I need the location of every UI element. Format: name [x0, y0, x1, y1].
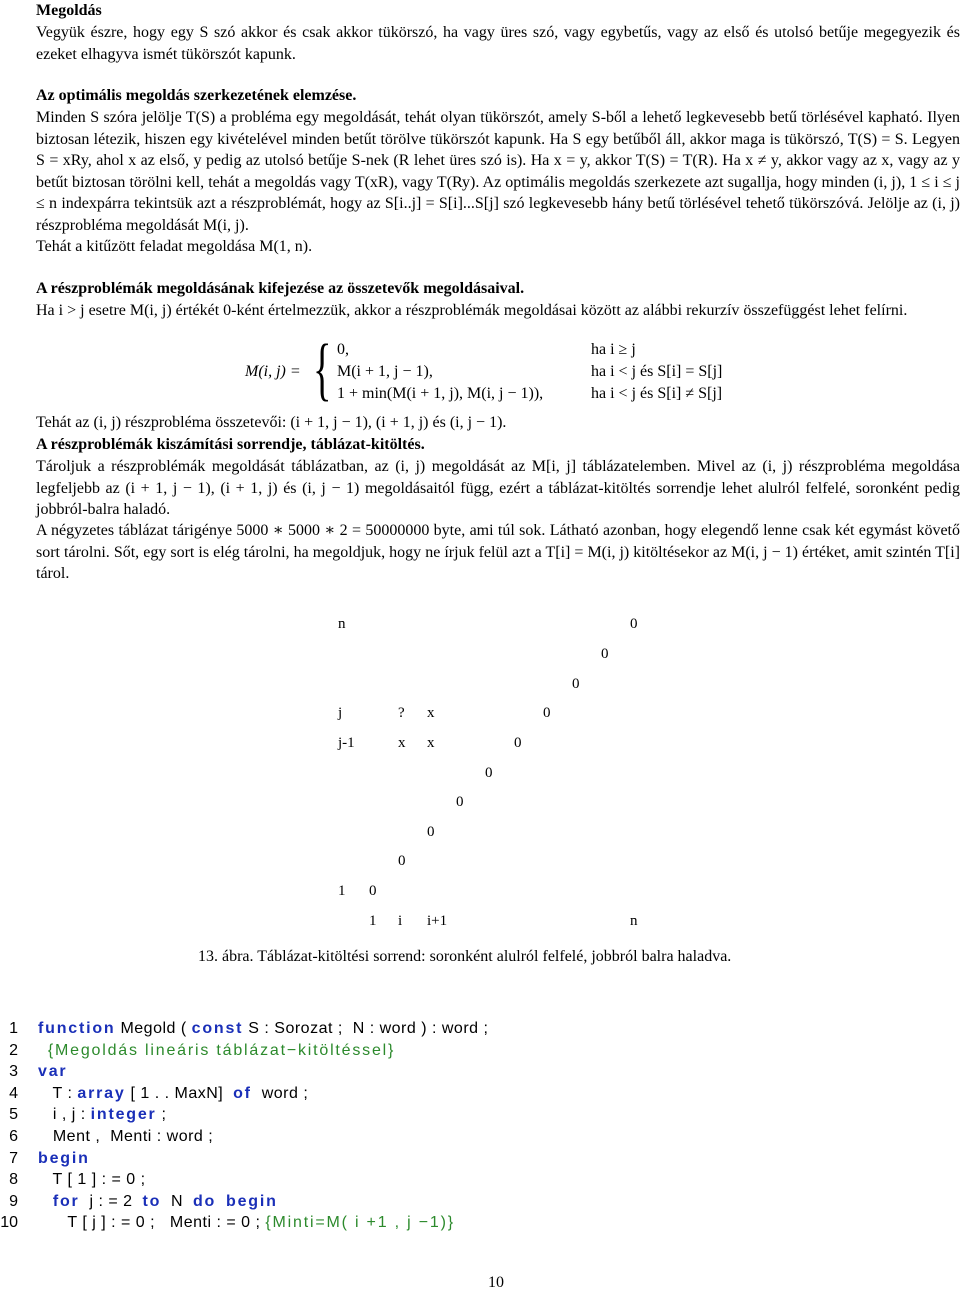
code-token: S : Sorozat ; N : word ) : word ;: [243, 1020, 489, 1037]
grid-col-label: i+1: [427, 913, 448, 929]
formula-brace: {: [313, 331, 332, 408]
grid-x-mark: x: [427, 705, 435, 721]
code-line-number: 8: [9, 1171, 18, 1189]
code-keyword: do: [192, 1192, 217, 1210]
code-line-number: 10: [0, 1214, 18, 1232]
code-line-number: 4: [9, 1084, 18, 1102]
code-line-text: [38, 1191, 278, 1213]
code-line-number: 6: [9, 1128, 18, 1145]
code-keyword: const: [191, 1020, 244, 1037]
code-keyword: function: [38, 1020, 116, 1037]
page-number: 10: [488, 1274, 504, 1291]
code-token: [216, 1193, 226, 1210]
code-token: i , j :: [38, 1106, 91, 1124]
grid-col-label: i: [398, 913, 403, 929]
code-line-text: [38, 1126, 213, 1148]
formula-row-cond: ha i < j és S[i] = S[j]: [591, 363, 723, 380]
grid-col-label: n: [630, 913, 638, 929]
grid-zero: 0: [427, 824, 435, 840]
code-keyword: begin: [38, 1149, 90, 1167]
grid-x-mark: x: [398, 735, 406, 751]
grid-x-mark: x: [427, 735, 435, 751]
section-title-recursion: A részproblémák megoldásának kifejezése az összetevők megoldásaival.: [36, 280, 525, 297]
code-token: ;: [156, 1106, 167, 1124]
grid-question-mark: ?: [398, 705, 405, 721]
code-line-text: [38, 1018, 488, 1040]
grid-zero: 0: [485, 765, 493, 781]
code-line-text: [38, 1212, 455, 1234]
paragraph-2b: Tehát a kitűzött feladat megoldása M(1, n).: [36, 238, 313, 255]
code-comment: {Minti=M( i +1 , j −1)}: [265, 1214, 455, 1232]
code-token: j : = 2: [79, 1192, 143, 1210]
paragraph-6: A négyzetes táblázat tárigénye 5000 ∗ 5000 ∗ 2 = 50000000 byte, ami túl sok. Látható azonban, hogy elegendő lenne csak két egymást követő sort tárolni. Sőt, egy sort is elég tárolni, ha megoldjuk, hogy ne írjuk felül azt a T[i] = M(i, j) kitöltésekor az M(i, j − 1) értéket, amit szintén T[i] tárol.: [36, 522, 960, 582]
grid-zero: 0: [572, 676, 580, 692]
code-token: N: [161, 1192, 193, 1210]
paragraph-3: Ha i > j esetre M(i, j) értékét 0-ként értelmezzük, akkor a részproblémák megoldásai között az alábbi rekurzív összefüggést lehet felírni.: [36, 302, 908, 319]
grid-row-label: j-1: [338, 735, 355, 751]
grid-zero: 0: [601, 646, 609, 662]
section-title-structure: Az optimális megoldás szerkezetének elemzése.: [36, 87, 357, 104]
formula-lhs: M(i, j) =: [245, 363, 301, 380]
code-line-number: 3: [9, 1063, 18, 1081]
grid-zero: 0: [630, 616, 638, 632]
code-line-number: 1: [9, 1020, 18, 1037]
recurrence-formula: [245, 331, 765, 409]
code-token: T [ j ] : = 0 ; Menti : = 0 ;: [38, 1214, 266, 1232]
paragraph-1: Vegyük észre, hogy egy S szó akkor és csak akkor tükörszó, ha vagy üres szó, vagy egybetűs, vagy az első és utolsó betűje megegyezik és ezeket elhagyva ismét tükörszót kapunk.: [36, 24, 960, 63]
paragraph-4: Tehát az (i, j) részprobléma összetevői: (i + 1, j − 1), (i + 1, j) és (i, j − 1).: [36, 414, 507, 431]
code-token: T :: [38, 1084, 78, 1102]
code-token: Ment , Menti : word ;: [38, 1128, 214, 1145]
code-line-number: 7: [9, 1149, 18, 1167]
code-line-text: [38, 1104, 166, 1126]
code-line-text: [38, 1040, 395, 1062]
heading: Megoldás: [36, 2, 102, 19]
code-keyword: integer: [90, 1106, 157, 1124]
grid-row-label: n: [338, 616, 346, 632]
code-token: T [ 1 ] : = 0 ;: [38, 1171, 146, 1189]
code-keyword: var: [38, 1063, 68, 1081]
code-line-text: [38, 1169, 146, 1191]
code-token: word ;: [251, 1084, 309, 1102]
code-token: Megold (: [115, 1020, 192, 1037]
code-line-text: [38, 1148, 90, 1170]
paragraph-2: Minden S szóra jelölje T(S) a probléma egy megoldását, tehát olyan tükörszót, amely S-ből a lehető legkevesebb betű törlésével kapható. Ilyen biztosan létezik, hiszen egy kivételével minden betűt törölve tükörszót kapunk. Ha S egy betűből áll, akkor maga is tükörszó, T(S) = S. Legyen S = xRy, ahol x az első, y pedig az utolsó betűje S-nek (R lehet üres szó is). Ha x = y, akkor T(S) = T(R). Ha x ≠ y, akkor vagy az x, vagy az y betűt biztosan törölni kell, tehát a megoldás vagy T(xR), vagy T(Ry). Az optimális megoldás szerkezete azt sugallja, hogy minden (i, j), 1 ≤ i ≤ j ≤ n indexpárra tekintsük azt a részproblémát, hogy az S[i..j] = S[i]...S[j] szó legkevesebb hány betű törlésével tehető tükörszóvá. Jelölje az (i, j) részprobléma megoldását M(i, j).: [36, 109, 960, 234]
grid-zero: 0: [456, 794, 464, 810]
formula-row-expr: 0,: [337, 341, 349, 358]
code-keyword: begin: [226, 1192, 278, 1210]
section-title-order: A részproblémák kiszámítási sorrendje, táblázat-kitöltés.: [36, 436, 425, 453]
code-line-number: 2: [9, 1041, 18, 1059]
code-line-number: 9: [9, 1192, 18, 1210]
grid-zero: 0: [543, 705, 551, 721]
grid-col-label: 1: [369, 913, 377, 929]
code-comment: {Megoldás lineáris táblázat−kitöltéssel}: [47, 1041, 396, 1059]
formula-row-cond: ha i ≥ j: [591, 341, 636, 358]
code-keyword: for: [52, 1192, 80, 1210]
code-keyword: array: [77, 1084, 126, 1102]
paragraph-5: Tároljuk a részproblémák megoldását táblázatban, az (i, j) megoldását az M[i, j] táblázatelemben. Mivel az (i, j) részprobléma megoldása legfeljebb az (i + 1, j − 1), (i + 1, j) és (i, j − 1) megoldásaitól függ, ezért a táblázat-kitöltés sorrendje lehet alulról felfelé, soronként pedig jobbról-balra haladó.: [36, 458, 960, 518]
formula-row-cond: ha i < j és S[i] ≠ S[j]: [591, 385, 723, 402]
code-line-text: [38, 1083, 308, 1105]
formula-row-expr: 1 + min(M(i + 1, j), M(i, j − 1)),: [337, 385, 544, 402]
code-line-text: [38, 1061, 67, 1083]
code-token: [38, 1193, 53, 1210]
grid-zero: 0: [514, 735, 522, 751]
grid-zero: 0: [369, 883, 377, 899]
code-line-number: 5: [9, 1106, 18, 1124]
code-keyword: of: [233, 1084, 252, 1102]
grid-zero: 0: [398, 853, 406, 869]
figure-caption: 13. ábra. Táblázat-kitöltési sorrend: soronként alulról felfelé, jobbról balra haladva.: [198, 948, 732, 965]
grid-row-label: j: [338, 705, 343, 721]
code-keyword: to: [142, 1192, 162, 1210]
code-token: [38, 1042, 48, 1059]
formula-row-expr: M(i + 1, j − 1),: [337, 363, 433, 380]
code-token: [ 1 . . MaxN]: [125, 1084, 234, 1102]
grid-row-label: 1: [338, 883, 346, 899]
